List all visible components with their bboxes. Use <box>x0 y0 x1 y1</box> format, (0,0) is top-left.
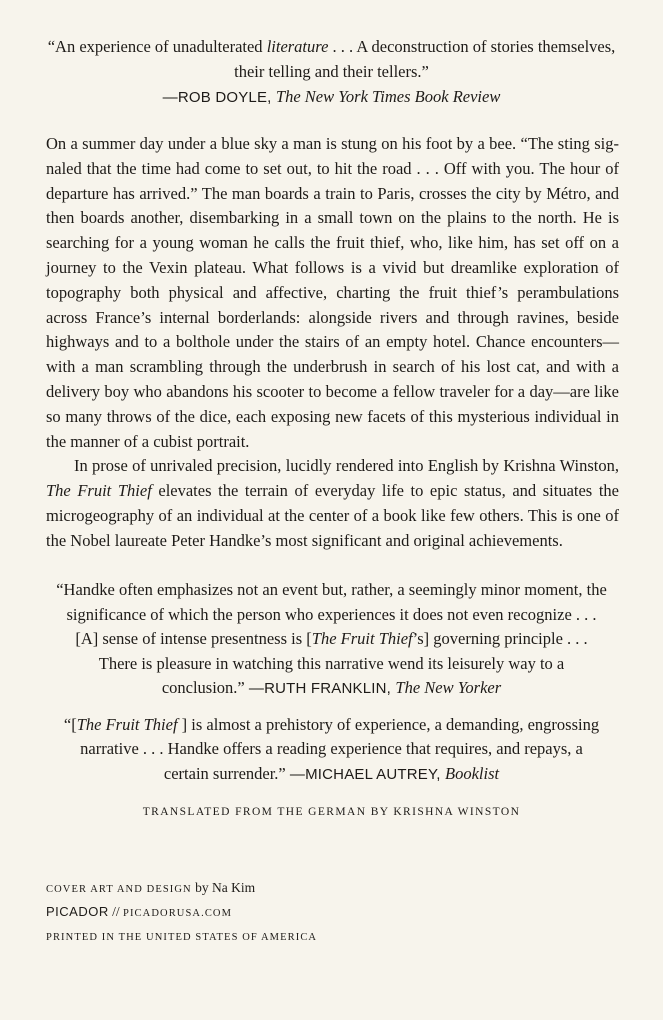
top-quote-text-1: “An experience of unadulterated <box>47 37 267 56</box>
top-quote-text-2: . . . A deconstruction of stories themselves, their telling and their tellers.” <box>234 37 616 81</box>
top-quote-source: The New York Times Book Review <box>275 87 501 106</box>
publisher-line <box>46 901 606 925</box>
franklin-title: The Fruit Thief <box>311 629 413 648</box>
top-review-quote <box>40 34 623 110</box>
book-description <box>46 132 619 554</box>
description-paragraph-1: On a summer day under a blue sky a man is stung on his foot by a bee. “The sting signaled that the time had come to set out, to hit the road . . . Off with you. The hour of departure has arrived.” The man boards a train to Paris, crosses the city by Métro, and then boards another, disembarking in a small town on the plains to the north. He is searching for a young woman he calls the fruit thief, who, like him, has set off on a journey to the Vexin plateau. What follows is a vivid but dreamlike exploration of topography both physical and affective, charting the fruit thief’s perambulations across France’s internal borderlands: alongside rivers and through ravines, beside highways and to a bolthole under the stairs of an empty hotel. Chance encounters—with a man scrambling through the underbrush in search of his lost cat, and with a delivery boy who abandons his scooter to become a fellow traveler for a day—are like so many throws of the dice, each exposing new facets of this mysterious individual in the manner of a cubist portrait. <box>46 134 619 451</box>
description-paragraph-2 <box>46 454 619 553</box>
franklin-source: The New Yorker <box>395 678 502 697</box>
top-quote-attribution <box>40 84 623 110</box>
printed-in: PRINTED IN THE UNITED STATES OF AMERICA <box>46 932 318 943</box>
cover-credit <box>46 877 606 901</box>
cover-credit-name: by Na Kim <box>191 880 256 895</box>
autrey-author: —MICHAEL AUTREY, <box>289 765 445 783</box>
review-quote-franklin <box>56 578 607 702</box>
autrey-title: The Fruit Thief <box>76 714 178 734</box>
paragraph-2-title: The Fruit Thief <box>46 481 152 501</box>
publisher-website: PICADORUSA.COM <box>123 908 233 919</box>
franklin-text-2: ’s] governing principle . . . There is pleasure in watching this narrative wend its leisurely way to a conclusion.” <box>98 629 588 697</box>
publisher-name: PICADOR <box>46 904 109 919</box>
paragraph-2-start: In prose of unrivaled precision, lucidly rendered into English by Krishna Winston, <box>74 456 619 476</box>
review-quote-autrey <box>56 713 607 788</box>
publisher-separator: // <box>108 904 123 919</box>
franklin-text-1: “Handke often emphasizes not an event but, rather, a seemingly minor moment, the significance of which the person who experiences it does not even recognize . . . [A] sense of intense presentness is [ <box>56 580 607 648</box>
publisher-credits <box>46 877 606 949</box>
printed-line <box>46 925 606 949</box>
top-quote-author: —ROB DOYLE, <box>162 89 276 106</box>
translator-credit: TRANSLATED FROM THE GERMAN BY KRISHNA WINSTON <box>142 806 521 818</box>
paragraph-2-rest: elevates the terrain of everyday life to epic status, and situates the microgeography of an individual at the center of a book like few others. This is one of the Nobel laureate Peter Handke’s most significant and original achievements. <box>46 481 619 550</box>
top-quote-italic: literature <box>266 37 329 56</box>
franklin-author: —RUTH FRANKLIN, <box>248 680 396 697</box>
autrey-text-2: ] is almost a prehistory of experience, a demanding, engrossing narrative . . . Handke offers a reading experience that requires, and repays, a certain surrender.” <box>80 714 600 783</box>
autrey-source: Booklist <box>445 763 500 783</box>
autrey-text-1: “[ <box>63 714 77 734</box>
cover-credit-label: COVER ART AND DESIGN <box>46 884 192 895</box>
review-quotes <box>56 578 607 787</box>
